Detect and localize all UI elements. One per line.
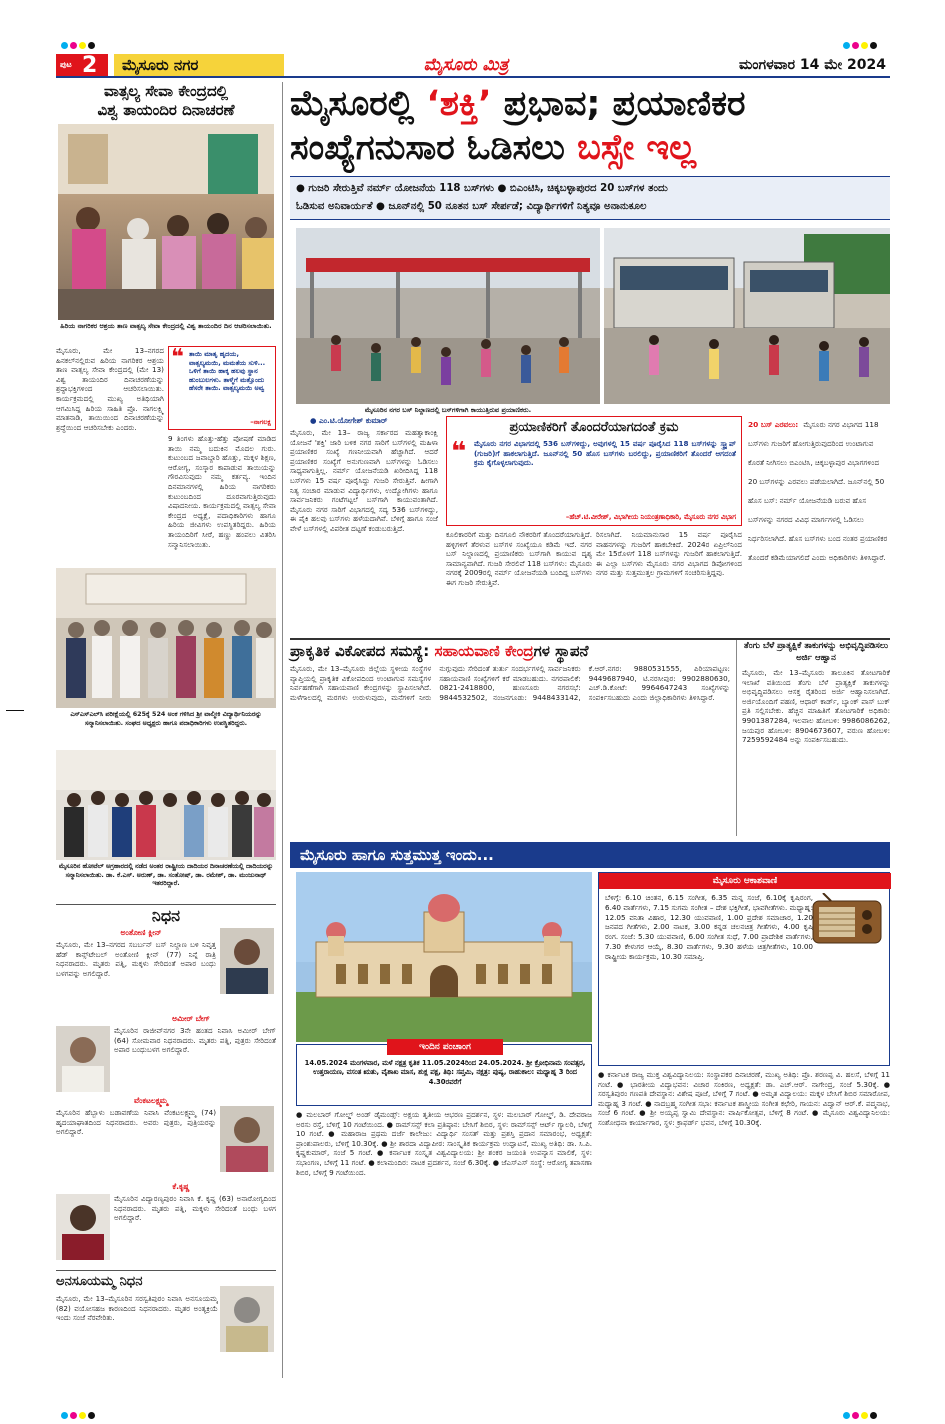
obit1-text: ಮೈಸೂರು, ಮೇ 13–ನಗರದ ಸಬರ್ಬನ್ ಬಸ್ ನಿಲ್ದಾಣ ಬಳಿ ನಿವೃತ್ತ ಹೆಡ್ ಕಾನ್ಸ್‌ಟೇಬಲ್ ಅಂತೋಣಿ ಕ್ಲೀನ್ (77) ನಿನ್ನೆ ರಾತ್ರಿ ನಿಧನರಾದರು. ಮೃತರು ಪತ್ನಿ, ಮಕ್ಕಳು ಸೇರಿದಂತೆ ಅಪಾರ ಬಂಧು ಬಳಗವನ್ನು ಅಗಲಿದ್ದಾರೆ.	[56, 940, 216, 978]
obit1-portrait	[220, 928, 274, 994]
sidebox-attribution: –ಹೆಚ್.ಟಿ.ವೀರೇಶ್, ವಿಭಾಗೀಯ ನಿಯಂತ್ರಣಾಧಿಕಾರಿ, ಮೈಸೂರು ನಗರ ವಿಭಾಗ	[565, 513, 736, 521]
bus-photo-left-art	[296, 228, 600, 404]
headline-part-4: ಸಂಖ್ಯೆಗನುಸಾರ ಓಡಿಸಲು	[290, 128, 578, 168]
cyan-dot	[61, 1412, 68, 1419]
yellow-dot	[79, 42, 86, 49]
disaster-title-b: ಸಹಾಯವಾಣಿ ಕೇಂದ್ರ	[434, 642, 534, 660]
article-col-2: ಕೂಲಿಕಾರರಿಗೆ ಮತ್ತು ದಿನಗೂಲಿ ನೌಕರರಿಗೆ ತೊಂದರೆಯಾಗುತ್ತಿದೆ. ಹಳ್ಳಿಗಳಿಗೆ ತೆರಳುವ ಬಸ್‌ಗಳ ಸಂಖ್ಯೆಯೂ ಕಡಿಮೆ ಇದೆ. ನಗರ ಬಸ್ ನಿಲ್ದಾಣದಲ್ಲಿ ಪ್ರಯಾಣಿಕರು ಬಸ್‌ಗಾಗಿ ಕಾಯುವ ದೃಶ್ಯ ಸಾಮಾನ್ಯವಾಗಿದೆ. ಗುಜರಿ ಸೇರಲಿವೆ 118 ಬಸ್‌ಗಳು: ಮೈಸೂರು ನಗರಕ್ಕೆ 2009ರಲ್ಲಿ ನರ್ಮ್ ಯೋಜನೆಯಡಿ ಬಂದಿದ್ದ ಬಸ್‌ಗಳು ಈಗ ಗುಜರಿ ಸೇರುತ್ತಿವೆ.	[446, 530, 592, 587]
subheadline-1: ● ಗುಜರಿ ಸೇರುತ್ತಿವೆ ನರ್ಮ್ ಯೋಜನೆಯ 118 ಬಸ್‌ಗಳು ● ಬಿಎಂಟಿಸಿ, ಚಿಕ್ಕಬಳ್ಳಾಪುರದ 20 ಬಸ್‌ಗಳ ತಂದು	[296, 183, 668, 194]
col4-subhead: 20 ಬಸ್ ಎರವಲು:	[748, 420, 799, 429]
cyan-dot	[843, 42, 850, 49]
vatsalya-body-1: ಮೈಸೂರು, ಮೇ 13–ನಗರದ ಹಿನಕಲ್‌ನಲ್ಲಿರುವ ಹಿರಿಯ ನಾಗರಿಕರ ಆಶ್ರಯ ತಾಣ ವಾತ್ಸಲ್ಯ ಸೇವಾ ಕೇಂದ್ರದಲ್ಲಿ (ಮೇ 13) ವಿಶ್ವ ತಾಯಂದಿರ ದಿನಾಚರಣೆಯನ್ನು ಶ್ರದ್ಧಾಭಕ್ತಿಗಳಿಂದ ಆಚರಿಸಲಾಯಿತು. ಕಾರ್ಯಕ್ರಮದಲ್ಲಿ ಮುಖ್ಯ ಅತಿಥಿಯಾಗಿ ಆಗಮಿಸಿದ್ದ ಹಿರಿಯ ಸಾಹಿತಿ ಪ್ರೊ. ನಾಗಲಕ್ಷ್ಮಿ ಮಾತನಾಡಿ, ತಾಯಿಯಿಂದ ದಿನಾಚರಣೆಯನ್ನು ಶ್ರದ್ಧೆಯಿಂದ ಆಚರಿಸಬೇಕು ಎಂದರು.	[56, 346, 164, 432]
obit5-name: ಅನಸೂಯಮ್ಮ ನಿಧನ	[56, 1274, 143, 1289]
panchanga-title: ಇಂದಿನ ಪಂಚಾಂಗ	[387, 1039, 503, 1055]
coconut-divider	[736, 640, 737, 836]
radio-text: ಬೆಳಿಗ್ಗೆ: 6.10 ಚಿಂತನ, 6.15 ಸಂಗೀತ, 6.35 ಮನ್ನ ಸಂಜೆ, 6.10ಕ್ಕೆ ಕೃಷಿರಂಗ, 6.40 ವಾರ್ತೆಗಳು, 7.15 ಸುಗಮ ಸಂಗೀತ – ದೇಶ ಭಕ್ತಿಗೀತೆ, ಭಾವಗೀತೆಗಳು. ಮಧ್ಯಾಹ್ನ: 12.05 ವನಿತಾ ವಿಹಾರ, 12.30 ಯುವವಾಣಿ, 1.00 ಪ್ರದೇಶ ಸಮಾಚಾರ, 1.20 ಜನಪದ ಗೀತೆಗಳು, 2.00 ನಾಟಕ, 3.00 ಕನ್ನಡ ಚಲನಚಿತ್ರ ಗೀತೆಗಳು, 4.00 ಕೃಷಿ ರಂಗ. ಸಂಜೆ: 5.30 ಯುವವಾಣಿ, 6.00 ಸಂಗೀತ ಸುಧೆ, 7.00 ಪ್ರಾದೇಶಿಕ ವಾರ್ತೆಗಳು, 7.30 ಕೇಳುಗರ ಆಯ್ಕೆ, 8.30 ವಾರ್ತೆಗಳು, 9.30 ಹಳೆಯ ಚಿತ್ರಗೀತೆಗಳು, 10.00 ರಾಷ್ಟ್ರೀಯ ಕಾರ್ಯಕ್ರಮ, 10.30 ಸಮಾಪ್ತಿ.	[605, 893, 813, 961]
obit3-name: ವೆಂಕಟಲಕ್ಷ್ಮಮ್ಮ	[134, 1096, 168, 1105]
quote-text: ತಾಯಿ ಮಾತೃ ಹೃದಯ, ವಾತ್ಸಲ್ಯಮಯಿ, ಮಮತೆಯ ಸುಳಿ... ಒಳಿಗೆ ತಾಯಿ ಹಾಕ್ಕ ಹಲವು ಸ್ಥಾನ ಹುಂಬುಲಗಳು. ತಾಳ್ಮೆಗೆ ಮತ್ತೊಂದು ಹೆಸರೇ ತಾಯಿ. ವಾತ್ಸಲ್ಯಮಯಿ ಅವ್ವ	[189, 350, 266, 393]
sidebox	[446, 416, 742, 526]
bus-stand-photo-left	[296, 228, 600, 404]
quote-author: –ನಾಗಲಕ್ಷ	[250, 418, 271, 426]
obit4-photo	[56, 1194, 110, 1260]
vatsalya-photo	[58, 124, 274, 320]
color-registration-bar-top-right	[842, 34, 878, 53]
quote-mark-icon: ❝	[171, 345, 184, 370]
bus-photo-right-art	[604, 228, 890, 404]
disaster-title-a: ಪ್ರಾಕೃತಿಕ ವಿಕೋಪದ ಸಮಸ್ಯೆ:	[290, 642, 435, 660]
obit5-portrait	[220, 1286, 274, 1352]
obit-divider-top	[56, 904, 276, 905]
page-label: ಪುಟ	[60, 60, 72, 69]
radio-icon-art	[811, 893, 883, 945]
headline-part-3: ಪ್ರಭಾವ; ಪ್ರಯಾಣಿಕರ	[491, 84, 746, 124]
obit1-photo	[220, 928, 274, 994]
magenta-dot	[70, 42, 77, 49]
vatsalya-caption: ಹಿರಿಯ ನಾಗರಿಕರ ಆಶ್ರಯ ತಾಣ ವಾತ್ಸಲ್ಯ ಸೇವಾ ಕೇಂದ್ರದಲ್ಲಿ ವಿಶ್ವ ತಾಯಂದಿರ ದಿನ ಆಚರಿಸಲಾಯಿತು.	[60, 322, 272, 330]
obit-title: ನಿಧನ	[151, 906, 181, 925]
byline: ● ಎಂ.ಟಿ.ಯೋಗೇಶ್ ಕುಮಾರ್	[310, 416, 388, 425]
obit4-text: ಮೈಸೂರಿನ ವಿದ್ಯಾರಣ್ಯಪುರಂ ನಿವಾಸಿ ಕೆ. ಕೃಷ್ಣ (63) ಅನಾರೋಗ್ಯದಿಂದ ನಿಧನರಾದರು. ಮೃತರು ಪತ್ನಿ, ಮಕ್ಕಳು ಸೇರಿದಂತೆ ಬಂಧು ಬಳಗ ಅಗಲಿದ್ದಾರೆ.	[114, 1194, 276, 1223]
headline-line-2	[290, 126, 890, 170]
palace-photo	[296, 872, 592, 1042]
sidebox-text: ಮೈಸೂರು ನಗರ ವಿಭಾಗದಲ್ಲಿ 536 ಬಸ್‌ಗಳಿದ್ದು, ಅವುಗಳಲ್ಲಿ 15 ವರ್ಷ ಪೂರೈಸಿದ 118 ಬಸ್‌ಗಳನ್ನು ಸ್ಕ್ರ್ಯಾಪ್ (ಗುಜರಿ)ಗೆ ಹಾಕಲಾಗುತ್ತಿದೆ. ಜೂನ್‌ನಲ್ಲಿ 50 ಹೊಸ ಬಸ್‌ಗಳು ಬರಲಿದ್ದು, ಪ್ರಯಾಣಿಕರಿಗೆ ತೊಂದರೆ ಆಗದಂತೆ ಕ್ರಮ ಕೈಗೊಳ್ಳಲಾಗುವುದು.	[474, 439, 736, 468]
obit2-portrait	[56, 1026, 110, 1092]
sidebox-quote-icon: ❝	[451, 437, 467, 467]
magenta-dot	[852, 42, 859, 49]
black-dot	[870, 42, 877, 49]
vatsalya-headline	[56, 82, 276, 120]
palace-art	[296, 872, 592, 1042]
article-col-3: ರಿಸಲಾಗಿದೆ. ನಿಯಮಾನುಸಾರ 15 ವರ್ಷ ಪೂರೈಸಿದ ವಾಹನಗಳನ್ನು ಗುಜರಿಗೆ ಹಾಕಬೇಕಿದೆ. 2024ರ ಏಪ್ರಿಲ್‌ನಿಂದ ಮೇ 15ರೊಳಗೆ 118 ಬಸ್‌ಗಳನ್ನು ಗುಜರಿಗೆ ಹಾಕಲಾಗುತ್ತಿದೆ. ಈ ಎಲ್ಲಾ ಬಸ್‌ಗಳು ಮೈಸೂರು ನಗರ ವಿಭಾಗದ ಡಿಪೋಗಳಿಂದ ನಗರ ಮತ್ತು ಸುತ್ತಮುತ್ತಲ ಗ್ರಾಮಗಳಿಗೆ ಸಂಚರಿಸುತ್ತಿದ್ದವು.	[596, 530, 742, 578]
yellow-dot	[861, 42, 868, 49]
headline-part-1: ಮೈಸೂರಲ್ಲಿ	[290, 84, 427, 124]
obit3-photo	[220, 1106, 274, 1172]
yellow-dot	[79, 1412, 86, 1419]
magenta-dot	[852, 1412, 859, 1419]
radio-icon	[811, 893, 883, 945]
event2-caption: ಮೈಸೂರಿನ ಹೋಟೆಲ್ ಅಗ್ರಹಾರದಲ್ಲಿ ನಡೆದ ಅಂತರ ರಾಷ್ಟ್ರೀಯ ದಾದಿಯರ ದಿನಾಚರಣೆಯಲ್ಲಿ ದಾದಿಯರನ್ನು ಸನ್ಮಾನಿಸಲಾಯಿತು. ಡಾ. ಕೆ.ಎಸ್. ಅರುಣ್, ಡಾ. ಸಂತೋಷ್, ಡಾ. ರಮೇಶ್, ಡಾ. ಮಂಜುನಾಥ್ ಇತರರಿದ್ದಾರೆ.	[58, 862, 274, 888]
radio-title: ಮೈಸೂರು ಆಕಾಶವಾಣಿ	[599, 873, 891, 889]
obit3-portrait	[220, 1106, 274, 1172]
obit2-text: ಮೈಸೂರಿನ ರಾಜೀವ್‌ನಗರ 3ನೇ ಹಂತದ ನಿವಾಸಿ ಅಮೀರ್ ಬೇಗ್ (64) ಸೋಮವಾರ ನಿಧನರಾದರು. ಮೃತರು ಪತ್ನಿ, ಪುತ್ರರು ಸೇರಿದಂತೆ ಅಪಾರ ಬಂಧುಬಳಗ ಅಗಲಿದ್ದಾರೆ.	[114, 1026, 276, 1055]
main-headline	[290, 82, 890, 172]
obit2-name: ಅಮೀರ್ ಬೇಗ್	[172, 1014, 210, 1023]
events-listings-right: ● ಕರ್ನಾಟಕ ರಾಜ್ಯ ಮುಕ್ತ ವಿಶ್ವವಿದ್ಯಾನಿಲಯ: ಸಂಸ್ಥಾಪಕರ ದಿನಾಚರಣೆ, ಮುಖ್ಯ ಅತಿಥಿ: ಪ್ರೊ. ಶರಣಪ್ಪ ವಿ. ಹಲಸೆ, ಬೆಳಿಗ್ಗೆ 11 ಗಂಟೆ. ● ಭಾರತೀಯ ವಿದ್ಯಾಭವನ: ವಿಚಾರ ಸಂಕಿರಣ, ಅಧ್ಯಕ್ಷತೆ: ಡಾ. ಎಚ್.ಆರ್. ನಾಗೇಂದ್ರ, ಸಂಜೆ 5.30ಕ್ಕೆ. ● ಸರಸ್ವತಿಪುರಂ ಗಣಪತಿ ದೇವಸ್ಥಾನ: ವಿಶೇಷ ಪೂಜೆ, ಬೆಳಿಗ್ಗೆ 7 ಗಂಟೆ. ● ಅಮೃತ ವಿದ್ಯಾಲಯ: ಮಕ್ಕಳ ಬೇಸಿಗೆ ಶಿಬಿರ ಸಮಾರೋಪ, ಮಧ್ಯಾಹ್ನ 3 ಗಂಟೆ. ● ನಾದಬ್ರಹ್ಮ ಸಂಗೀತ ಸಭಾ: ಕರ್ನಾಟಕ ಶಾಸ್ತ್ರೀಯ ಸಂಗೀತ ಕಛೇರಿ, ಗಾಯನ: ವಿದ್ವಾನ್ ಆರ್.ಕೆ. ಪದ್ಮನಾಭ, ಸಂಜೆ 6 ಗಂಟೆ. ● ಶ್ರೀ ಅಯ್ಯಪ್ಪ ಸ್ವಾಮಿ ದೇವಸ್ಥಾನ: ವಾರ್ಷಿಕೋತ್ಸವ, ಬೆಳಿಗ್ಗೆ 8 ಗಂಟೆ. ● ಮೈಸೂರು ವಿಶ್ವವಿದ್ಯಾನಿಲಯ: ಸಂಶೋಧನಾ ಕಾರ್ಯಾಗಾರ, ಸ್ಥಳ: ಕ್ರಾಫರ್ಡ್ ಭವನ, ಬೆಳಿಗ್ಗೆ 10.30ಕ್ಕೆ.	[598, 1070, 890, 1127]
disaster-headline	[290, 640, 730, 662]
headline-shakti: ‘ಶಕ್ತಿ’	[426, 84, 492, 124]
obit5-text: ಮೈಸೂರು, ಮೇ 13–ಮೈಸೂರಿನ ಸರಸ್ವತಿಪುರಂ ನಿವಾಸಿ ಅನಸೂಯಮ್ಮ (82) ವಯೋಸಹಜ ಕಾರಣದಿಂದ ನಿಧನರಾದರು. ಮೃತರ ಅಂತ್ಯಕ್ರಿಯೆ ಇಂದು ಸಂಜೆ ನೆರವೇರಿತು.	[56, 1294, 218, 1323]
black-dot	[870, 1412, 877, 1419]
left-column-divider	[282, 82, 283, 1378]
color-registration-bar-top-left	[60, 34, 96, 53]
event2-photo	[56, 750, 276, 860]
obit2-photo	[56, 1026, 110, 1092]
color-registration-bar-left	[60, 1404, 96, 1423]
page-header	[56, 52, 890, 78]
obit1-name: ಅಂತೋಣಿ ಕ್ಲೀನ್	[120, 928, 162, 937]
vatsalya-title-2: ವಿಶ್ವ ತಾಯಂದಿರ ದಿನಾಚರಣೆ	[97, 101, 235, 119]
yellow-dot	[861, 1412, 868, 1419]
page-number: 2	[82, 53, 98, 78]
obit3-text: ಮೈಸೂರಿನ ಹೆಬ್ಬಾಳು ಬಡಾವಣೆಯ ನಿವಾಸಿ ವೆಂಕಟಲಕ್ಷ್ಮಮ್ಮ (74) ಹೃದಯಾಘಾತದಿಂದ ನಿಧನರಾದರು. ಅವರು ಪುತ್ರರು, ಪುತ್ರಿಯರನ್ನು ಅಗಲಿದ್ದಾರೆ.	[56, 1108, 216, 1137]
left-column	[56, 82, 276, 1382]
event1-caption: ಎಸ್‌ಎಸ್‌ಎಲ್‌ಸಿ ಪರೀಕ್ಷೆಯಲ್ಲಿ 625ಕ್ಕೆ 524 ಅಂಕ ಗಳಿಸಿದ ಶ್ರೀ ವಾಲ್ಮೀಕಿ ವಿದ್ಯಾರ್ಥಿನಿಯರನ್ನು ಸನ್ಮಾನಿಸಲಾಯಿತು. ಸಂಘದ ಅಧ್ಯಕ್ಷರು ಹಾಗೂ ಪದಾಧಿಕಾರಿಗಳು ಉಪಸ್ಥಿತರಿದ್ದರು.	[70, 710, 262, 727]
article-col-4	[748, 412, 890, 636]
crop-mark-left	[6, 710, 24, 711]
section-title: ಮೈಸೂರು ನಗರ	[114, 54, 284, 76]
subheadline-2: ಓಡಿಸುವ ಅನಿವಾರ್ಯತೆ ● ಜೂನ್‌ನಲ್ಲಿ 50 ನೂತನ ಬಸ್ ಸೇರ್ಪಡೆ; ವಿದ್ಯಾರ್ಥಿಗಳಿಗೆ ನಿತ್ಯವೂ ಅನಾನುಕೂಲ	[296, 201, 647, 212]
article-col-1: ಮೈಸೂರು, ಮೇ 13– ರಾಜ್ಯ ಸರ್ಕಾರದ ಮಹತ್ವಾಕಾಂಕ್ಷಿ ಯೋಜನೆ 'ಶಕ್ತಿ' ಜಾರಿ ಬಳಿಕ ನಗರ ಸಾರಿಗೆ ಬಸ್‌ಗಳಲ್ಲಿ ಮಹಿಳಾ ಪ್ರಯಾಣಿಕರ ಸಂಖ್ಯೆ ಗಣನೀಯವಾಗಿ ಹೆಚ್ಚಾಗಿದೆ. ಆದರೆ ಪ್ರಯಾಣಿಕರ ಸಂಖ್ಯೆಗೆ ಅನುಗುಣವಾಗಿ ಬಸ್‌ಗಳನ್ನು ಓಡಿಸಲು ಸಾಧ್ಯವಾಗುತ್ತಿಲ್ಲ. ನರ್ಮ್ ಯೋಜನೆಯಡಿ ಖರೀದಿಸಿದ್ದ 118 ಬಸ್‌ಗಳು 15 ವರ್ಷ ಪೂರೈಸಿದ್ದು ಗುಜರಿ ಸೇರುತ್ತಿವೆ. ಹೀಗಾಗಿ ನಿತ್ಯ ಸಂಚಾರ ಮಾಡುವ ವಿದ್ಯಾರ್ಥಿಗಳು, ಉದ್ಯೋಗಿಗಳು ಹಾಗೂ ಸಾರ್ವಜನಿಕರು ಗಂಟೆಗಟ್ಟಲೆ ಬಸ್‌ಗಾಗಿ ಕಾಯುವಂತಾಗಿದೆ. ಮೈಸೂರು ನಗರ ಸಾರಿಗೆ ವಿಭಾಗದಲ್ಲಿ ಸದ್ಯ 536 ಬಸ್‌ಗಳಿದ್ದು, ಈ ಪೈಕಿ ಹಲವು ಬಸ್‌ಗಳು ಹಳೆಯದಾಗಿವೆ. ಬೆಳಿಗ್ಗೆ ಹಾಗೂ ಸಂಜೆ ವೇಳೆ ಬಸ್‌ಗಳಲ್ಲಿ ವಿಪರೀತ ದಟ್ಟಣೆ ಕಂಡುಬರುತ್ತಿದೆ.	[290, 428, 438, 533]
event2-photo-art	[56, 750, 276, 860]
events-banner	[290, 842, 890, 868]
subheadline-band	[290, 176, 890, 220]
page-number-box	[56, 54, 108, 76]
obit5-photo	[220, 1286, 274, 1352]
event1-photo	[56, 568, 276, 708]
obit4-name: ಕೆ.ಕೃಷ್ಣ	[172, 1182, 190, 1191]
events-banner-text: ಮೈಸೂರು ಹಾಗೂ ಸುತ್ತಮುತ್ತ ಇಂದು...	[300, 846, 494, 864]
cyan-dot	[843, 1412, 850, 1419]
headline-line-1	[290, 82, 890, 126]
coconut-title: ತೆಂಗು ಬೆಳೆ ಪ್ರಾತ್ಯಕ್ಷಿಕೆ ತಾಕುಗಳನ್ನು ಅಭಿವೃದ್ಧಿಪಡಿಸಲು ಅರ್ಜಿ ಆಹ್ವಾನ	[743, 641, 889, 663]
bus-stand-photo-right	[604, 228, 890, 404]
col4-text: ಮೈಸೂರು ನಗರ ವಿಭಾಗದ 118 ಬಸ್‌ಗಳು ಗುಜರಿಗೆ ಹೋಗುತ್ತಿರುವುದರಿಂದ ಉಂಟಾಗುವ ಕೊರತೆ ನೀಗಿಸಲು ಬಿಎಂಟಿಸಿ, ಚಿಕ್ಕಬಳ್ಳಾಪುರ ವಿಭಾಗಗಳಿಂದ 20 ಬಸ್‌ಗಳನ್ನು ಎರವಲು ಪಡೆಯಲಾಗಿದೆ. ಜೂನ್‌ನಲ್ಲಿ 50 ಹೊಸ ಬಸ್: ನರ್ಮ್ ಯೋಜನೆಯಡಿ ಬರುವ ಹೊಸ ಬಸ್‌ಗಳನ್ನು ನಗರದ ವಿವಿಧ ಮಾರ್ಗಗಳಲ್ಲಿ ಓಡಿಸಲು ನಿರ್ಧರಿಸಲಾಗಿದೆ. ಹೊಸ ಬಸ್‌ಗಳು ಬಂದ ನಂತರ ಪ್ರಯಾಣಿಕರ ತೊಂದರೆ ಕಡಿಮೆಯಾಗಲಿದೆ ಎಂದು ಅಧಿಕಾರಿಗಳು ತಿಳಿಸಿದ್ದಾರೆ.	[748, 420, 888, 562]
coconut-text: ಮೈಸೂರು, ಮೇ 13–ಮೈಸೂರು ತಾಲೂಕಿನ ತೋಟಗಾರಿಕೆ ಇಲಾಖೆ ವತಿಯಿಂದ ತೆಂಗು ಬೆಳೆ ಪ್ರಾತ್ಯಕ್ಷಿಕೆ ತಾಕುಗಳನ್ನು ಅಭಿವೃದ್ಧಿಪಡಿಸಲು ಆಸಕ್ತ ರೈತರಿಂದ ಅರ್ಜಿ ಆಹ್ವಾನಿಸಲಾಗಿದೆ. ಅರ್ಜಿಯೊಂದಿಗೆ ಪಹಣಿ, ಆಧಾರ್ ಕಾರ್ಡ್, ಬ್ಯಾಂಕ್ ಪಾಸ್ ಬುಕ್ ಪ್ರತಿ ಸಲ್ಲಿಸಬೇಕು. ಹೆಚ್ಚಿನ ಮಾಹಿತಿಗೆ ತೋಟಗಾರಿಕೆ ಅಧಿಕಾರಿ: 9901387284, ಇಲವಾಲ ಹೋಬಳಿ: 9986086262, ಜಯಪುರ ಹೋಬಳಿ: 8904673607, ವರುಣ ಹೋಬಳಿ: 7259592484 ಅನ್ನು ಸಂಪರ್ಕಿಸಬಹುದು.	[742, 668, 890, 745]
sidebox-title: ಪ್ರಯಾಣಿಕರಿಗೆ ತೊಂದರೆಯಾಗದಂತೆ ಕ್ರಮ	[509, 420, 679, 435]
magenta-dot	[70, 1412, 77, 1419]
obit4-portrait	[56, 1194, 110, 1260]
event1-photo-art	[56, 568, 276, 708]
panchanga-box	[296, 1044, 592, 1106]
events-listings: ● ಮಲಬಾರ್ ಗೋಲ್ಡ್ ಅಂಡ್ ಡೈಮಂಡ್ಸ್: ಅಕ್ಷಯ ತೃತೀಯ ಆಭರಣ ಪ್ರದರ್ಶನ, ಸ್ಥಳ: ಮಲಬಾರ್ ಗೋಲ್ಡ್, ಡಿ. ದೇವರಾಜ ಅರಸು ರಸ್ತೆ, ಬೆಳಿಗ್ಗೆ 10 ಗಂಟೆಯಿಂದ. ● ರಾಮ್‌ಸನ್ಸ್ ಕಲಾ ಪ್ರತಿಷ್ಠಾನ: ಬೇಸಿಗೆ ಶಿಬಿರ, ಸ್ಥಳ: ರಾಮ್‌ಸನ್ಸ್ ಆರ್ಟ್ ಗ್ಯಾಲರಿ, ಬೆಳಿಗ್ಗೆ 10 ಗಂಟೆ. ● ಮಹಾರಾಜ ಪ್ರಥಮ ದರ್ಜೆ ಕಾಲೇಜು: ವಿದ್ಯಾರ್ಥಿ ಸಂಸತ್ ಮತ್ತು ಪ್ರಶಸ್ತಿ ಪ್ರದಾನ ಸಮಾರಂಭ, ಅಧ್ಯಕ್ಷತೆ: ಪ್ರಾಂಶುಪಾಲರು, ಬೆಳಿಗ್ಗೆ 10.30ಕ್ಕೆ. ● ಶ್ರೀ ಶಾರದಾ ವಿದ್ಯಾಪೀಠ: ಸಾಂಸ್ಕೃತಿಕ ಕಾರ್ಯಕ್ರಮ ಉದ್ಘಾಟನೆ, ಮುಖ್ಯ ಅತಿಥಿ: ಡಾ. ಸಿ.ಪಿ. ಕೃಷ್ಣಕುಮಾರ್, ಸಂಜೆ 5 ಗಂಟೆ. ● ಕರ್ನಾಟಕ ಸಂಸ್ಕೃತ ವಿಶ್ವವಿದ್ಯಾಲಯ: ಶ್ರೀ ಶಂಕರ ಜಯಂತಿ ಉಪನ್ಯಾಸ ಮಾಲಿಕೆ, ಸ್ಥಳ: ಸಭಾಂಗಣ, ಬೆಳಿಗ್ಗೆ 11 ಗಂಟೆ. ● ಕಲಾಮಂದಿರ: ನಾಟಕ ಪ್ರದರ್ಶನ, ಸಂಜೆ 6.30ಕ್ಕೆ. ● ಜೆಎಸ್‌ಎಸ್ ಸಂಸ್ಥೆ: ಆರೋಗ್ಯ ತಪಾಸಣಾ ಶಿಬಿರ, ಬೆಳಿಗ್ಗೆ 9 ಗಂಟೆಯಿಂದ.	[296, 1110, 592, 1177]
disaster-title-c: ಗಳ ಸ್ಥಾಪನೆ	[533, 642, 589, 660]
vatsalya-title-1: ವಾತ್ಸಲ್ಯ ಸೇವಾ ಕೇಂದ್ರದಲ್ಲಿ	[103, 82, 229, 100]
vatsalya-photo-art	[58, 124, 274, 320]
black-dot	[88, 1412, 95, 1419]
black-dot	[88, 42, 95, 49]
issue-date: ಮಂಗಳವಾರ 14 ಮೇ 2024	[738, 57, 886, 73]
masthead: ಮೈಸೂರು ಮಿತ್ರ	[423, 55, 509, 75]
color-registration-bar-right	[842, 1404, 878, 1423]
vatsalya-body-2: 9 ತಿಂಗಳು ಹೊತ್ತು-ಹೆತ್ತು ಪೋಷಣೆ ಮಾಡಿದ ತಾಯಿ ನಮ್ಮ ಬದುಕಿನ ಮೊದಲ ಗುರು. ಕುಟುಂಬದ ಜವಾಬ್ದಾರಿ ಹೊತ್ತು, ಮಕ್ಕಳ ಶಿಕ್ಷಣ, ಆರೋಗ್ಯ, ಸಂಸ್ಕಾರ ಕಾಪಾಡುವ ತಾಯಿಯನ್ನು ಗೌರವಿಸುವುದು ನಮ್ಮ ಕರ್ತವ್ಯ. ಇಂದಿನ ದಿನಮಾನಗಳಲ್ಲಿ ಹಿರಿಯ ನಾಗರಿಕರು ಕುಟುಂಬದಿಂದ ದೂರವಾಗುತ್ತಿರುವುದು ವಿಷಾದನೀಯ. ಕಾರ್ಯಕ್ರಮದಲ್ಲಿ ವಾತ್ಸಲ್ಯ ಸೇವಾ ಕೇಂದ್ರದ ಅಧ್ಯಕ್ಷೆ, ಪದಾಧಿಕಾರಿಗಳು ಹಾಗೂ ಹಿರಿಯ ಜೀವಿಗಳು ಉಪಸ್ಥಿತರಿದ್ದರು. ಹಿರಿಯ ತಾಯಂದಿರಿಗೆ ಸೀರೆ, ಹಣ್ಣು ಹಂಪಲು ವಿತರಿಸಿ ಸನ್ಮಾನಿಸಲಾಯಿತು.	[168, 434, 276, 549]
obit-divider-bottom	[56, 1270, 276, 1271]
panchanga-text: 14.05.2024 ಮಂಗಳವಾರ, ಮಳೆ ನಕ್ಷತ್ರ ಕೃತಿಕ 11.05.2024ರಿಂದ 24.05.2024. ಶ್ರೀ ಕ್ರೋಧಿನಾಮ ಸಂವತ್ಸರ, ಉತ್ತರಾಯಣ, ವಸಂತ ಋತು, ವೈಶಾಖ ಮಾಸ, ಶುಕ್ಲ ಪಕ್ಷ, ತಿಥಿ: ಸಪ್ತಮಿ, ನಕ್ಷತ್ರ: ಪುಷ್ಯ, ರಾಹುಕಾಲ: ಮಧ್ಯಾಹ್ನ 3 ರಿಂದ 4.30ರವರೆಗೆ	[304, 1059, 586, 1086]
cyan-dot	[61, 42, 68, 49]
headline-no-bus: ಬಸ್ಸೇ ಇಲ್ಲ	[577, 128, 697, 168]
bus-photo-caption: ಮೈಸೂರಿನ ನಗರ ಬಸ್ ನಿಲ್ದಾಣದಲ್ಲಿ ಬಸ್‌ಗಳಿಗಾಗಿ ಕಾಯುತ್ತಿರುವ ಪ್ರಯಾಣಿಕರು.	[364, 406, 532, 414]
radio-box	[598, 872, 890, 1066]
disaster-text: ಮೈಸೂರು, ಮೇ 13–ಮೈಸೂರು ಜಿಲ್ಲೆಯ ಸ್ಥಳೀಯ ಸಂಸ್ಥೆಗಳ ವ್ಯಾಪ್ತಿಯಲ್ಲಿ ಪ್ರಾಕೃತಿಕ ವಿಕೋಪದಿಂದ ಉಂಟಾಗುವ ಸಮಸ್ಯೆಗಳ ನಿರ್ವಹಣೆಗಾಗಿ ಸಹಾಯವಾಣಿ ಕೇಂದ್ರಗಳನ್ನು ಸ್ಥಾಪಿಸಲಾಗಿದೆ. ಮಳೆಗಾಲದಲ್ಲಿ ಮರಗಳು ಉರುಳುವುದು, ಮನೆಗಳಿಗೆ ನೀರು ನುಗ್ಗುವುದು ಸೇರಿದಂತೆ ತುರ್ತು ಸಂದರ್ಭಗಳಲ್ಲಿ ಸಾರ್ವಜನಿಕರು ಸಹಾಯವಾಣಿ ಸಂಖ್ಯೆಗಳಿಗೆ ಕರೆ ಮಾಡಬಹುದು. ನಗರಪಾಲಿಕೆ: 0821-2418800, ಹುಣಸೂರು ನಗರಸಭೆ: 9844532502, ನಂಜನಗೂಡು: 9448433142, ಕೆ.ಆರ್.ನಗರ: 9880531555, ಪಿರಿಯಾಪಟ್ಟಣ: 9449687940, ಟಿ.ನರಸೀಪುರ: 9902880630, ಎಚ್.ಡಿ.ಕೋಟೆ: 9964647243 ಸಂಖ್ಯೆಗಳನ್ನು ಸಂಪರ್ಕಿಸಬಹುದು ಎಂದು ಜಿಲ್ಲಾಧಿಕಾರಿಗಳು ತಿಳಿಸಿದ್ದಾರೆ.	[290, 664, 730, 702]
quote-box	[168, 346, 276, 430]
